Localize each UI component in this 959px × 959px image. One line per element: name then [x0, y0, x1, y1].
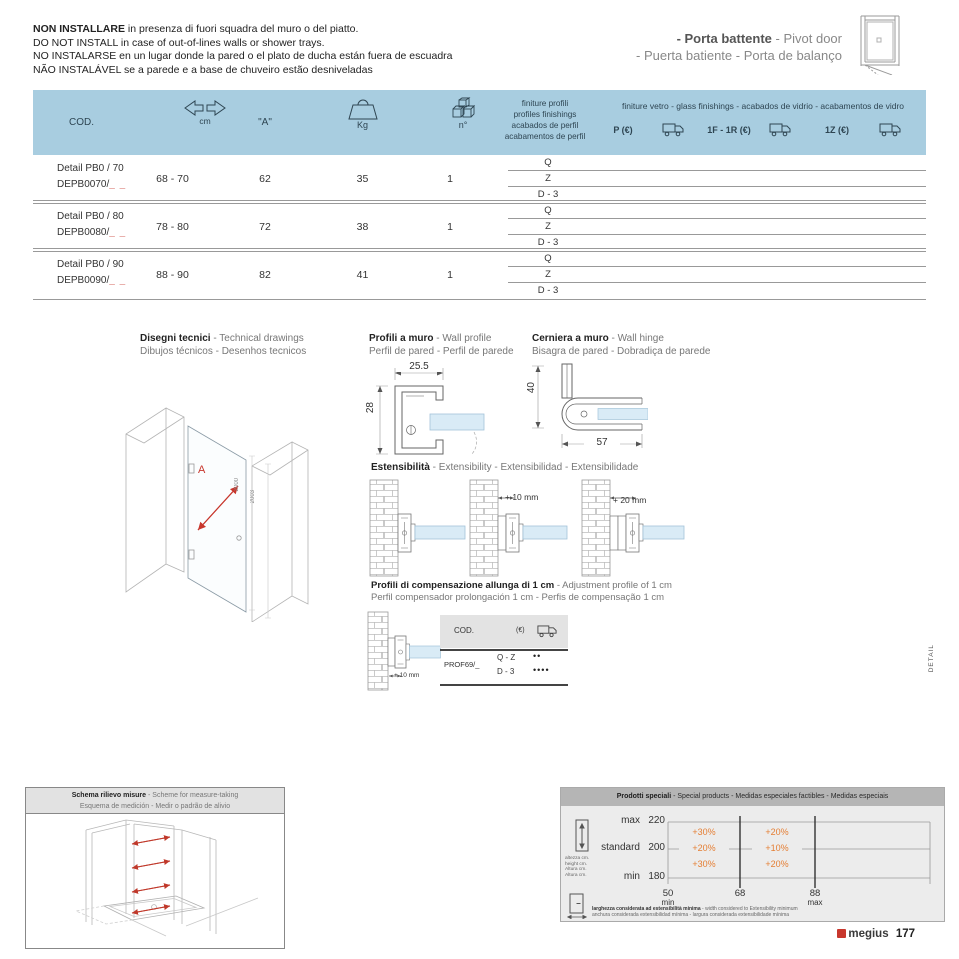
width-caption	[592, 907, 798, 919]
table-row	[33, 203, 926, 252]
weight-icon	[346, 96, 380, 120]
finish-z: Z	[545, 173, 551, 184]
col-profile-finishes	[492, 98, 598, 142]
col-a: "A"	[258, 117, 272, 128]
product-code	[57, 275, 126, 286]
col-cm: cm	[199, 116, 211, 126]
product-code-suffix: _ _	[109, 275, 127, 286]
cell-kg: 35	[356, 173, 369, 185]
heading-bold: Prodotti speciali	[616, 793, 672, 800]
adjustment-heading	[371, 580, 672, 604]
product-code-text: DEPB0080/	[57, 227, 110, 238]
finish-d3: D - 3	[537, 285, 559, 296]
heading-line2: Perfil de pared - Perfil de parede	[369, 346, 514, 357]
product-code-suffix: _ _	[109, 179, 127, 190]
x-tick-50-sub: min	[661, 898, 675, 907]
warning-line1-rest: in presenza di fuori squadra del muro o del piatto.	[124, 23, 359, 35]
warning-line1-bold: NON INSTALLARE	[33, 23, 125, 35]
brand-name: megius	[848, 928, 889, 940]
finish-d3: D - 3	[537, 237, 559, 248]
detail-side-label: DETAIL	[928, 644, 935, 673]
height-caption-line: height cm.	[565, 861, 588, 867]
title-rest: - Pivot door	[771, 31, 842, 46]
height-caption-line: Altura cm.	[565, 867, 587, 873]
boxes-icon	[450, 96, 476, 120]
table-header	[33, 90, 926, 155]
heading-rest: - Wall hinge	[608, 333, 664, 344]
title-line2: - Puerta batiente - Porta de balanço	[636, 48, 842, 63]
heading-bold: Cerniera a muro	[532, 333, 609, 344]
extensibility-drawing-3	[580, 478, 685, 578]
heading-bold: Estensibilità	[371, 462, 430, 473]
col-p: P (€)	[613, 125, 633, 135]
door-drawing	[112, 372, 312, 622]
x-tick-88: 88	[809, 888, 821, 899]
measure-scheme-drawing	[26, 814, 284, 946]
finish-q: Q	[544, 157, 552, 168]
finish-z: Z	[545, 269, 551, 280]
adj-row-dots: ••	[533, 651, 542, 661]
wall-profile-drawing	[372, 358, 490, 466]
wall-profile-heading	[369, 332, 514, 358]
grid-cell: +10%	[752, 843, 802, 853]
height-caption-line: altezza cm.	[565, 856, 590, 861]
x-tick-68: 68	[734, 888, 746, 899]
adj-code: PROF69/_	[444, 660, 480, 669]
cell-n: 1	[447, 173, 453, 185]
cell-kg: 38	[356, 221, 369, 233]
product-code-suffix: _ _	[109, 227, 127, 238]
heading-rest: - Technical drawings	[210, 333, 304, 344]
product-name: Detail PB0 / 70	[57, 163, 124, 174]
door-top-view-icon	[856, 13, 904, 75]
grid-cell: +20%	[765, 859, 789, 869]
heading-rest: - Adjustment profile of 1 cm	[554, 580, 672, 591]
product-code	[57, 227, 126, 238]
profile-finishes-line: profiles finishings	[513, 110, 577, 119]
x-tick-88-sub: max	[807, 898, 823, 907]
adjustment-profile-drawing	[366, 610, 442, 692]
truck-icon	[769, 121, 791, 137]
wall-hinge-drawing	[518, 358, 648, 466]
page-number: 177	[895, 928, 915, 940]
height-value-standard: 200	[648, 842, 665, 853]
heading-bold: Schema rilievo misure	[71, 792, 147, 799]
height-caption-line: Altura cm.	[565, 872, 587, 878]
heading-rest: - Scheme for measure-taking	[146, 792, 239, 799]
product-name: Detail PB0 / 80	[57, 211, 124, 222]
cell-n: 1	[447, 221, 453, 233]
cm-arrows-icon	[183, 99, 227, 117]
caption-line2: anchura considerada extensibilidad mínima - largura considerada extensibilidade mínima	[592, 911, 790, 918]
heading-bold: Profili a muro	[369, 333, 434, 344]
title-bold: - Porta battente	[676, 31, 772, 46]
cell-a: 82	[259, 269, 271, 281]
glass-finishes-title: finiture vetro - glass finishings - acabados de vidrio - acabamentos de vidro	[621, 101, 905, 111]
grid-cell: +20%	[679, 843, 729, 853]
heading-line2: Esquema de medición - Medir o padrão de alivio	[79, 803, 231, 810]
cell-n: 1	[447, 269, 453, 281]
brand-logo-icon	[837, 929, 846, 938]
cell-cm: 68 - 70	[156, 173, 189, 185]
cell-a: 72	[259, 221, 271, 233]
adj-row-dots: ••••	[533, 665, 550, 675]
cell-a: 62	[259, 173, 271, 185]
adjustment-table-header	[440, 615, 568, 648]
adjustment-10mm-label: + 10 mm	[394, 672, 420, 679]
profile-finishes-line: acabamentos de perfil	[504, 132, 586, 141]
dim-25-5-label: 25.5	[396, 361, 442, 372]
heading-line2: Dibujos técnicos - Desenhos tecnicos	[140, 346, 307, 357]
wall-hinge-heading	[532, 332, 710, 358]
cell-kg: 41	[356, 269, 369, 281]
extensibility-drawing-1	[368, 478, 468, 578]
grid-cell: +20%	[765, 827, 789, 837]
finish-z: Z	[545, 221, 551, 232]
table-row	[33, 155, 926, 204]
heading-rest: - Wall profile	[433, 333, 492, 344]
adj-row-label: Q - Z	[497, 653, 516, 662]
measure-scheme-header	[26, 788, 284, 814]
width-arrow-icon	[566, 892, 588, 919]
product-name: Detail PB0 / 90	[57, 259, 124, 270]
dim-57-label: 57	[584, 437, 620, 448]
dim-28-label: 28	[365, 402, 376, 414]
ext-10mm-label: + 10 mm	[505, 492, 539, 502]
finish-d3: D - 3	[537, 189, 559, 200]
warning-line3: NO INSTALARSE en un lugar donde la pared o el plato de ducha están fuera de escuadra	[33, 50, 453, 62]
heading-line2: Bisagra de pared - Dobradiça de parede	[532, 346, 711, 357]
cell-cm: 88 - 90	[156, 269, 189, 281]
truck-icon	[879, 121, 901, 137]
product-code-text: DEPB0090/	[57, 275, 110, 286]
profile-finishes-line: finiture profili	[521, 99, 569, 108]
product-code-text: DEPB0070/	[57, 179, 110, 190]
extensibility-heading	[371, 462, 638, 473]
footer	[815, 928, 915, 940]
finish-q: Q	[544, 205, 552, 216]
table-row	[33, 251, 926, 300]
heading-rest: - Extensibility - Extensibilidad - Extensibilidade	[429, 462, 639, 473]
adj-col-cod: COD.	[454, 626, 474, 635]
dim-2003-label: 2003	[250, 490, 256, 504]
heading-bold: Disegni tecnici	[140, 333, 211, 344]
col-1f-1r: 1F - 1R (€)	[707, 125, 751, 135]
caption-bold: larghezza considerata ad estensibilità minima	[592, 906, 701, 912]
warning-line4: NÃO INSTALÁVEL se a parede e a base de chuveiro estão desniveladas	[33, 63, 373, 76]
heading-line2: Perfil compensador prolongación 1 cm - Perfis de compensação 1 cm	[371, 592, 665, 603]
col-n: n°	[458, 120, 468, 130]
adj-row-label: D - 3	[497, 667, 515, 676]
profile-finishes-line: acabados de perfil	[511, 121, 579, 130]
heading-bold: Profili di compensazione allunga di 1 cm	[371, 580, 555, 591]
truck-icon	[537, 623, 557, 638]
special-grid	[660, 808, 940, 900]
dim-a-label: A	[198, 464, 206, 476]
tech-drawings-heading	[140, 332, 306, 358]
col-1z: 1Z (€)	[824, 125, 849, 135]
adj-col-euro: (€)	[516, 627, 525, 634]
grid-cell: +30%	[692, 859, 716, 869]
ext-20mm-label: + 20 mm	[613, 495, 647, 505]
dim-2000-label: 2000	[234, 478, 240, 492]
grid-cell: +30%	[692, 827, 716, 837]
col-kg: Kg	[356, 120, 368, 130]
caption-rest: - width considered to Extensibility minimum	[700, 906, 798, 912]
installation-warning	[33, 23, 453, 77]
height-label-max: max	[621, 815, 640, 826]
cell-cm: 78 - 80	[156, 221, 189, 233]
height-value-min: 180	[648, 871, 665, 882]
dim-40-label: 40	[526, 382, 537, 394]
height-label-min: min	[623, 871, 640, 882]
measure-scheme-box	[25, 787, 285, 949]
height-label-standard: standard	[601, 842, 640, 853]
height-value-max: 220	[648, 815, 665, 826]
special-products-header	[561, 788, 944, 806]
product-code	[57, 179, 126, 190]
truck-icon	[662, 121, 684, 137]
heading-rest: - Special products - Medidas especiales factibles - Medidas especiais	[671, 793, 889, 800]
col-cod: COD.	[69, 117, 94, 128]
warning-line2: DO NOT INSTALL in case of out-of-lines walls or shower trays.	[33, 36, 325, 49]
x-tick-50: 50	[662, 888, 674, 899]
page-title	[580, 30, 842, 64]
finish-q: Q	[544, 253, 552, 264]
